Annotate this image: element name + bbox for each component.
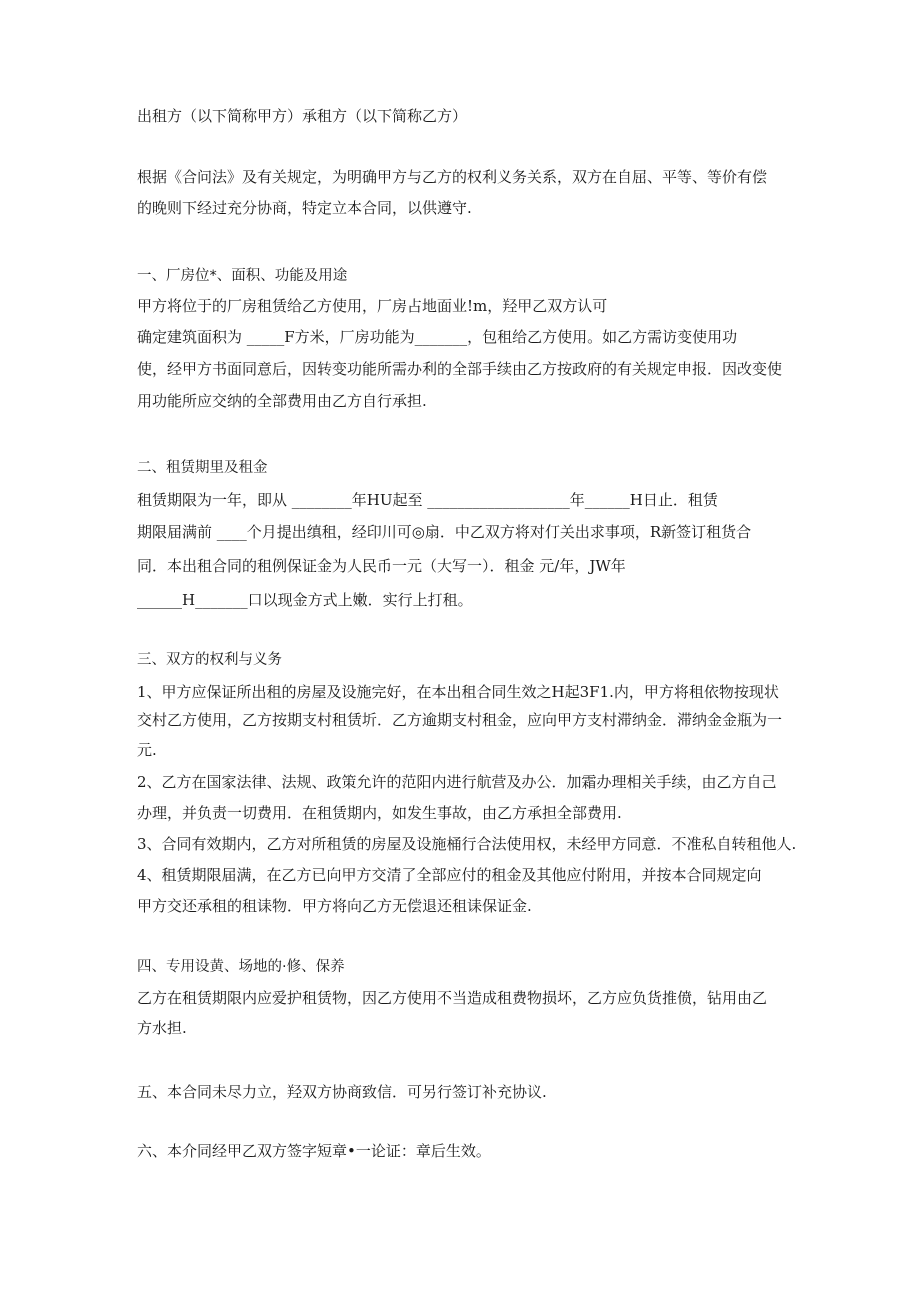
- section-4-title: 四、专用设黄、场地的·修、保养: [137, 959, 345, 975]
- section-3-line-8: 甲方交还承租的租诔物．甲方将向乙方无偿退还租诔保证金.: [137, 897, 532, 915]
- section-6-text: 六、本介同经甲乙双方签字短章•一论证：章后生效。: [137, 1142, 491, 1160]
- section-1-line-2: 确定建筑面积为 _____F方米，厂房功能为_______，包租给乙方使用。如乙方需访变使用功: [137, 328, 738, 346]
- section-3-line-2: 交村乙方使用，乙方按期支村租赁圻．乙方逾期支村租金，应向甲方支村滞纳金．滞纳金金瓶为一: [137, 711, 783, 729]
- section-2-title: 二、租赁期里及租金: [137, 460, 268, 476]
- section-1-line-4: 用功能所应交纳的全部费用由乙方自行承担.: [137, 392, 427, 410]
- section-3-line-4: 2、乙方在国家法律、法规、政策允许的范阳内进行航营及办公．加霜办理相关手续，由乙方自己: [137, 773, 777, 791]
- section-3-line-3: 元.: [137, 741, 157, 759]
- section-2-line-4: ______H_______口以现金方式上嫩．实行上打租。: [137, 591, 473, 609]
- section-1-line-1: 甲方将位于的厂房租赁给乙方使用，厂房占地面业!m，羟甲乙双方认可: [137, 297, 608, 315]
- section-3-line-5: 办理，并负责一切费用．在租赁期内，如发生事故，由乙方承担全部费用.: [137, 804, 622, 822]
- section-3-line-6: 3、合同有效期内，乙方对所租赁的房屋及设施桶行合法使用权，未经甲方同意．不准私自转租他人.: [137, 835, 797, 853]
- preamble-line-2: 的晚则下经过充分协商，特定立本合同，以供遵守.: [137, 199, 472, 217]
- section-2-line-3: 同．本出租合同的租例保证金为人民币一元（大写一）．租金 元/年，JW年: [137, 557, 626, 575]
- section-4-line-1: 乙方在租赁期限内应爱护租赁物，因乙方使用不当造成租费物损坏，乙方应负货推偾，钻用由乙: [137, 989, 768, 1007]
- section-1-title: 一、厂房位*、面积、功能及用途: [137, 268, 348, 284]
- preamble-line-1: 根据《合问法》及有关规定，为明确甲方与乙方的权利义务关系，双方在自屈、平等、等价有偿: [137, 168, 768, 186]
- section-3-title: 三、双方的权利与义务: [137, 652, 282, 668]
- section-2-line-2: 期限届满前 ____个月提出缜租，经印川可◎扇．中乙双方将对仃关出求事项，R新签订租货合: [137, 523, 752, 541]
- section-1-line-3: 使，经甲方书面同意后，因转变功能所需办利的全部手续由乙方按政府的有关规定申报．因改变使: [137, 360, 783, 378]
- section-3-line-7: 4、租赁期限届满，在乙方已向甲方交清了全部应付的租金及其他应付附用，并按本合同规定向: [137, 866, 762, 884]
- section-5-text: 五、本合同未尽力立，羟双方协商致信．可另行签订补充协议.: [137, 1083, 547, 1101]
- section-3-line-1: 1、甲方应保证所出租的房屋及设施完好，在本出租合同生效之H起3F1.内，甲方将租依物按现状: [137, 683, 779, 701]
- section-2-line-1: 租赁期限为一年，即从 ________年HU起至 ___________________年______H日止．租赁: [137, 491, 718, 509]
- parties-line: 出租方（以下简称甲方）承租方（以下简称乙方）: [137, 107, 468, 125]
- section-4-line-2: 方水担.: [137, 1019, 187, 1037]
